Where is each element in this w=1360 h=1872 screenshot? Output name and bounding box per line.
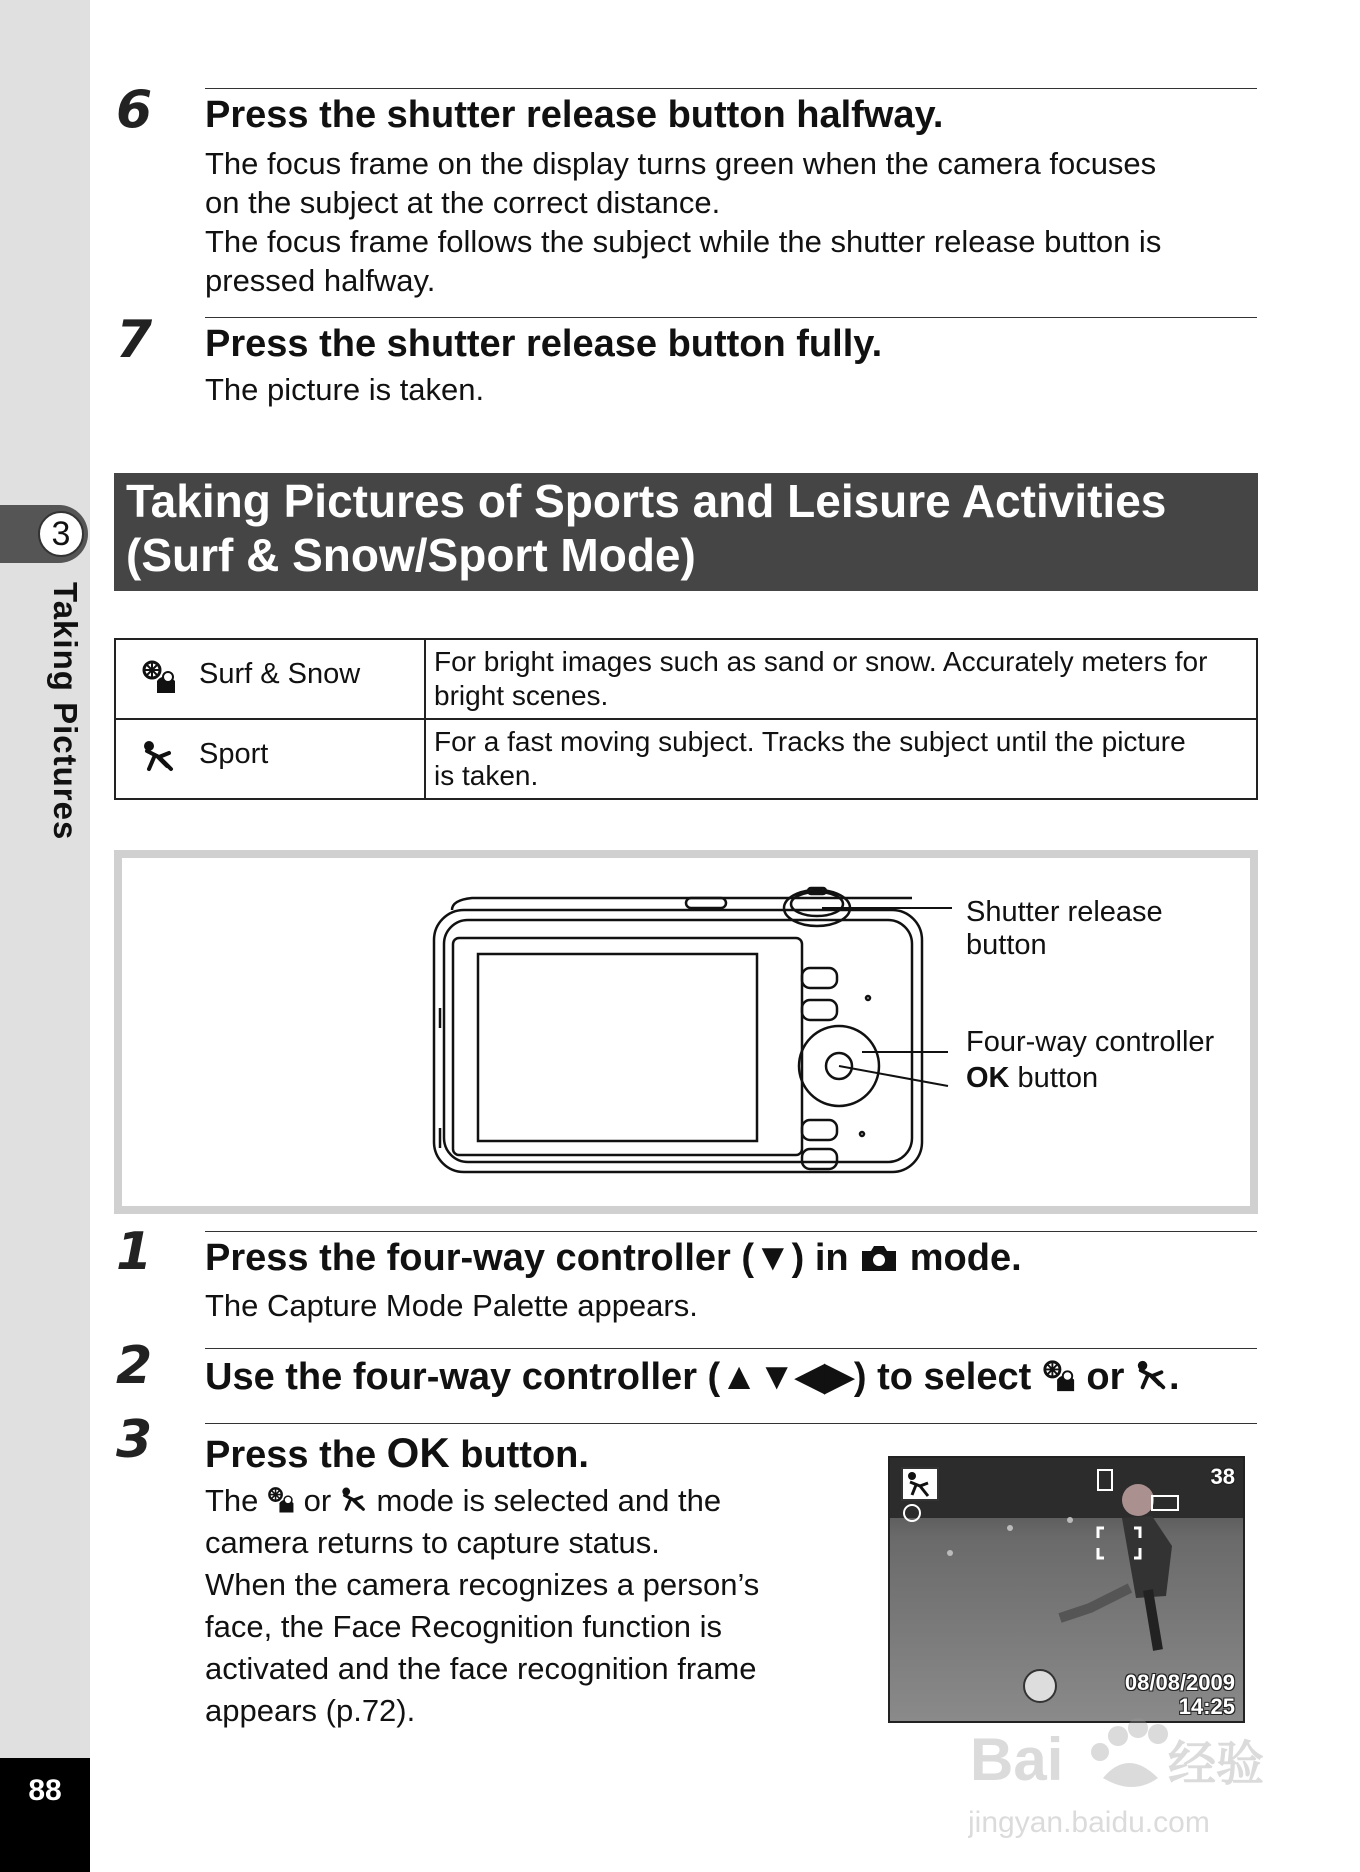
step-number: 6 <box>116 80 153 140</box>
section-title-line: Taking Pictures of Sports and Leisure Activities <box>126 475 1167 527</box>
sport-icon <box>141 739 177 780</box>
label-text: button <box>1009 1062 1099 1094</box>
chapter-number: 3 <box>38 511 84 557</box>
down-arrow-icon: ▼ <box>754 1237 792 1279</box>
table-row <box>115 639 1257 719</box>
svg-text:Bai: Bai <box>970 1726 1064 1793</box>
step-number: 1 <box>116 1222 153 1282</box>
mode-table <box>114 638 1258 800</box>
label-line: Shutter release <box>966 896 1163 928</box>
step-heading <box>205 1237 1022 1280</box>
heading-text: button. <box>449 1434 589 1476</box>
step-heading <box>205 1354 1180 1399</box>
sport-icon <box>1135 1356 1169 1398</box>
step-number: 7 <box>116 310 153 370</box>
step-heading <box>205 1429 589 1477</box>
body-line: When the camera recognizes a person’s <box>205 1567 760 1602</box>
arrow-keys-icon: ▲▼◀▶ <box>720 1356 854 1398</box>
page-number: 88 <box>28 1774 62 1807</box>
chapter-title: Taking Pictures <box>47 582 84 841</box>
step-number: 3 <box>116 1410 153 1470</box>
four-way-controller-label: Four-way controller <box>966 1026 1215 1058</box>
step-body <box>205 1480 759 1732</box>
body-line: on the subject at the correct distance. <box>205 185 721 220</box>
body-line: pressed halfway. <box>205 263 436 298</box>
lcd-sample-photo <box>888 1456 1245 1723</box>
step-body <box>205 144 1161 300</box>
ok-glyph: OK <box>966 1062 1010 1094</box>
desc-line: For bright images such as sand or snow. Accurately meters for <box>434 646 1208 677</box>
mode-description <box>425 639 1257 719</box>
step-body: The Capture Mode Palette appears. <box>205 1288 698 1323</box>
step-divider <box>205 1423 1257 1424</box>
desc-line: For a fast moving subject. Tracks the subject until the picture <box>434 726 1186 757</box>
baidu-watermark-logo <box>968 1708 1288 1848</box>
heading-text: or <box>1075 1356 1135 1398</box>
step-divider <box>205 88 1257 89</box>
svg-text:jingyan.baidu.com: jingyan.baidu.com <box>968 1806 1210 1839</box>
body-line <box>205 1480 759 1522</box>
sport-icon <box>340 1483 368 1518</box>
svg-text:经验: 经验 <box>1168 1736 1265 1792</box>
photo-date: 08/08/2009 <box>1124 1670 1235 1695</box>
shutter-release-label <box>966 896 1163 962</box>
section-title <box>126 474 1254 582</box>
body-line: activated and the face recognition frame <box>205 1651 757 1686</box>
section-title-line: (Surf & Snow/Sport Mode) <box>126 529 696 581</box>
heading-text: ) in <box>791 1237 860 1279</box>
heading-text: ) to select <box>853 1356 1042 1398</box>
body-text: or <box>295 1483 340 1518</box>
body-line: The focus frame follows the subject while the shutter release button is <box>205 224 1162 259</box>
chapter-sidebar <box>0 0 90 1872</box>
step-heading: Press the shutter release button fully. <box>205 323 883 365</box>
heading-text: Press the four-way controller ( <box>205 1237 755 1279</box>
step-body: The picture is taken. <box>205 372 485 407</box>
body-line: camera returns to capture status. <box>205 1525 660 1560</box>
body-text: mode is selected and the <box>367 1483 722 1518</box>
shots-remaining: 38 <box>1210 1464 1235 1489</box>
desc-line: is taken. <box>434 760 539 791</box>
ok-button-label <box>966 1062 1098 1095</box>
photo-time: 14:25 <box>1178 1694 1235 1719</box>
mode-description <box>425 719 1257 799</box>
surf-snow-icon <box>1042 1356 1076 1398</box>
surf-snow-icon <box>267 1483 295 1518</box>
mode-name-cell <box>115 719 425 799</box>
body-text: The <box>205 1483 268 1518</box>
step-divider <box>205 317 1257 318</box>
step-divider <box>205 1348 1257 1349</box>
body-line: appears (p.72). <box>205 1693 416 1728</box>
surf-snow-icon <box>141 659 177 700</box>
desc-line: bright scenes. <box>434 680 609 711</box>
mode-name: Sport <box>199 738 269 771</box>
mode-name: Surf & Snow <box>199 658 361 691</box>
step-divider <box>205 1231 1257 1232</box>
step-number: 2 <box>116 1336 153 1396</box>
mode-name-cell <box>115 639 425 719</box>
heading-text: mode. <box>899 1237 1022 1279</box>
ok-glyph: OK <box>386 1429 450 1476</box>
heading-text: . <box>1168 1356 1180 1398</box>
camera-diagram-box <box>114 850 1258 1214</box>
body-line: The focus frame on the display turns green when the camera focuses <box>205 146 1157 181</box>
camera-icon <box>859 1237 899 1279</box>
heading-text: Press the <box>205 1434 387 1476</box>
body-line: face, the Face Recognition function is <box>205 1609 722 1644</box>
label-line: button <box>966 929 1047 961</box>
heading-text: Use the four-way controller ( <box>205 1356 721 1398</box>
table-row <box>115 719 1257 799</box>
step-heading: Press the shutter release button halfway. <box>205 94 944 136</box>
